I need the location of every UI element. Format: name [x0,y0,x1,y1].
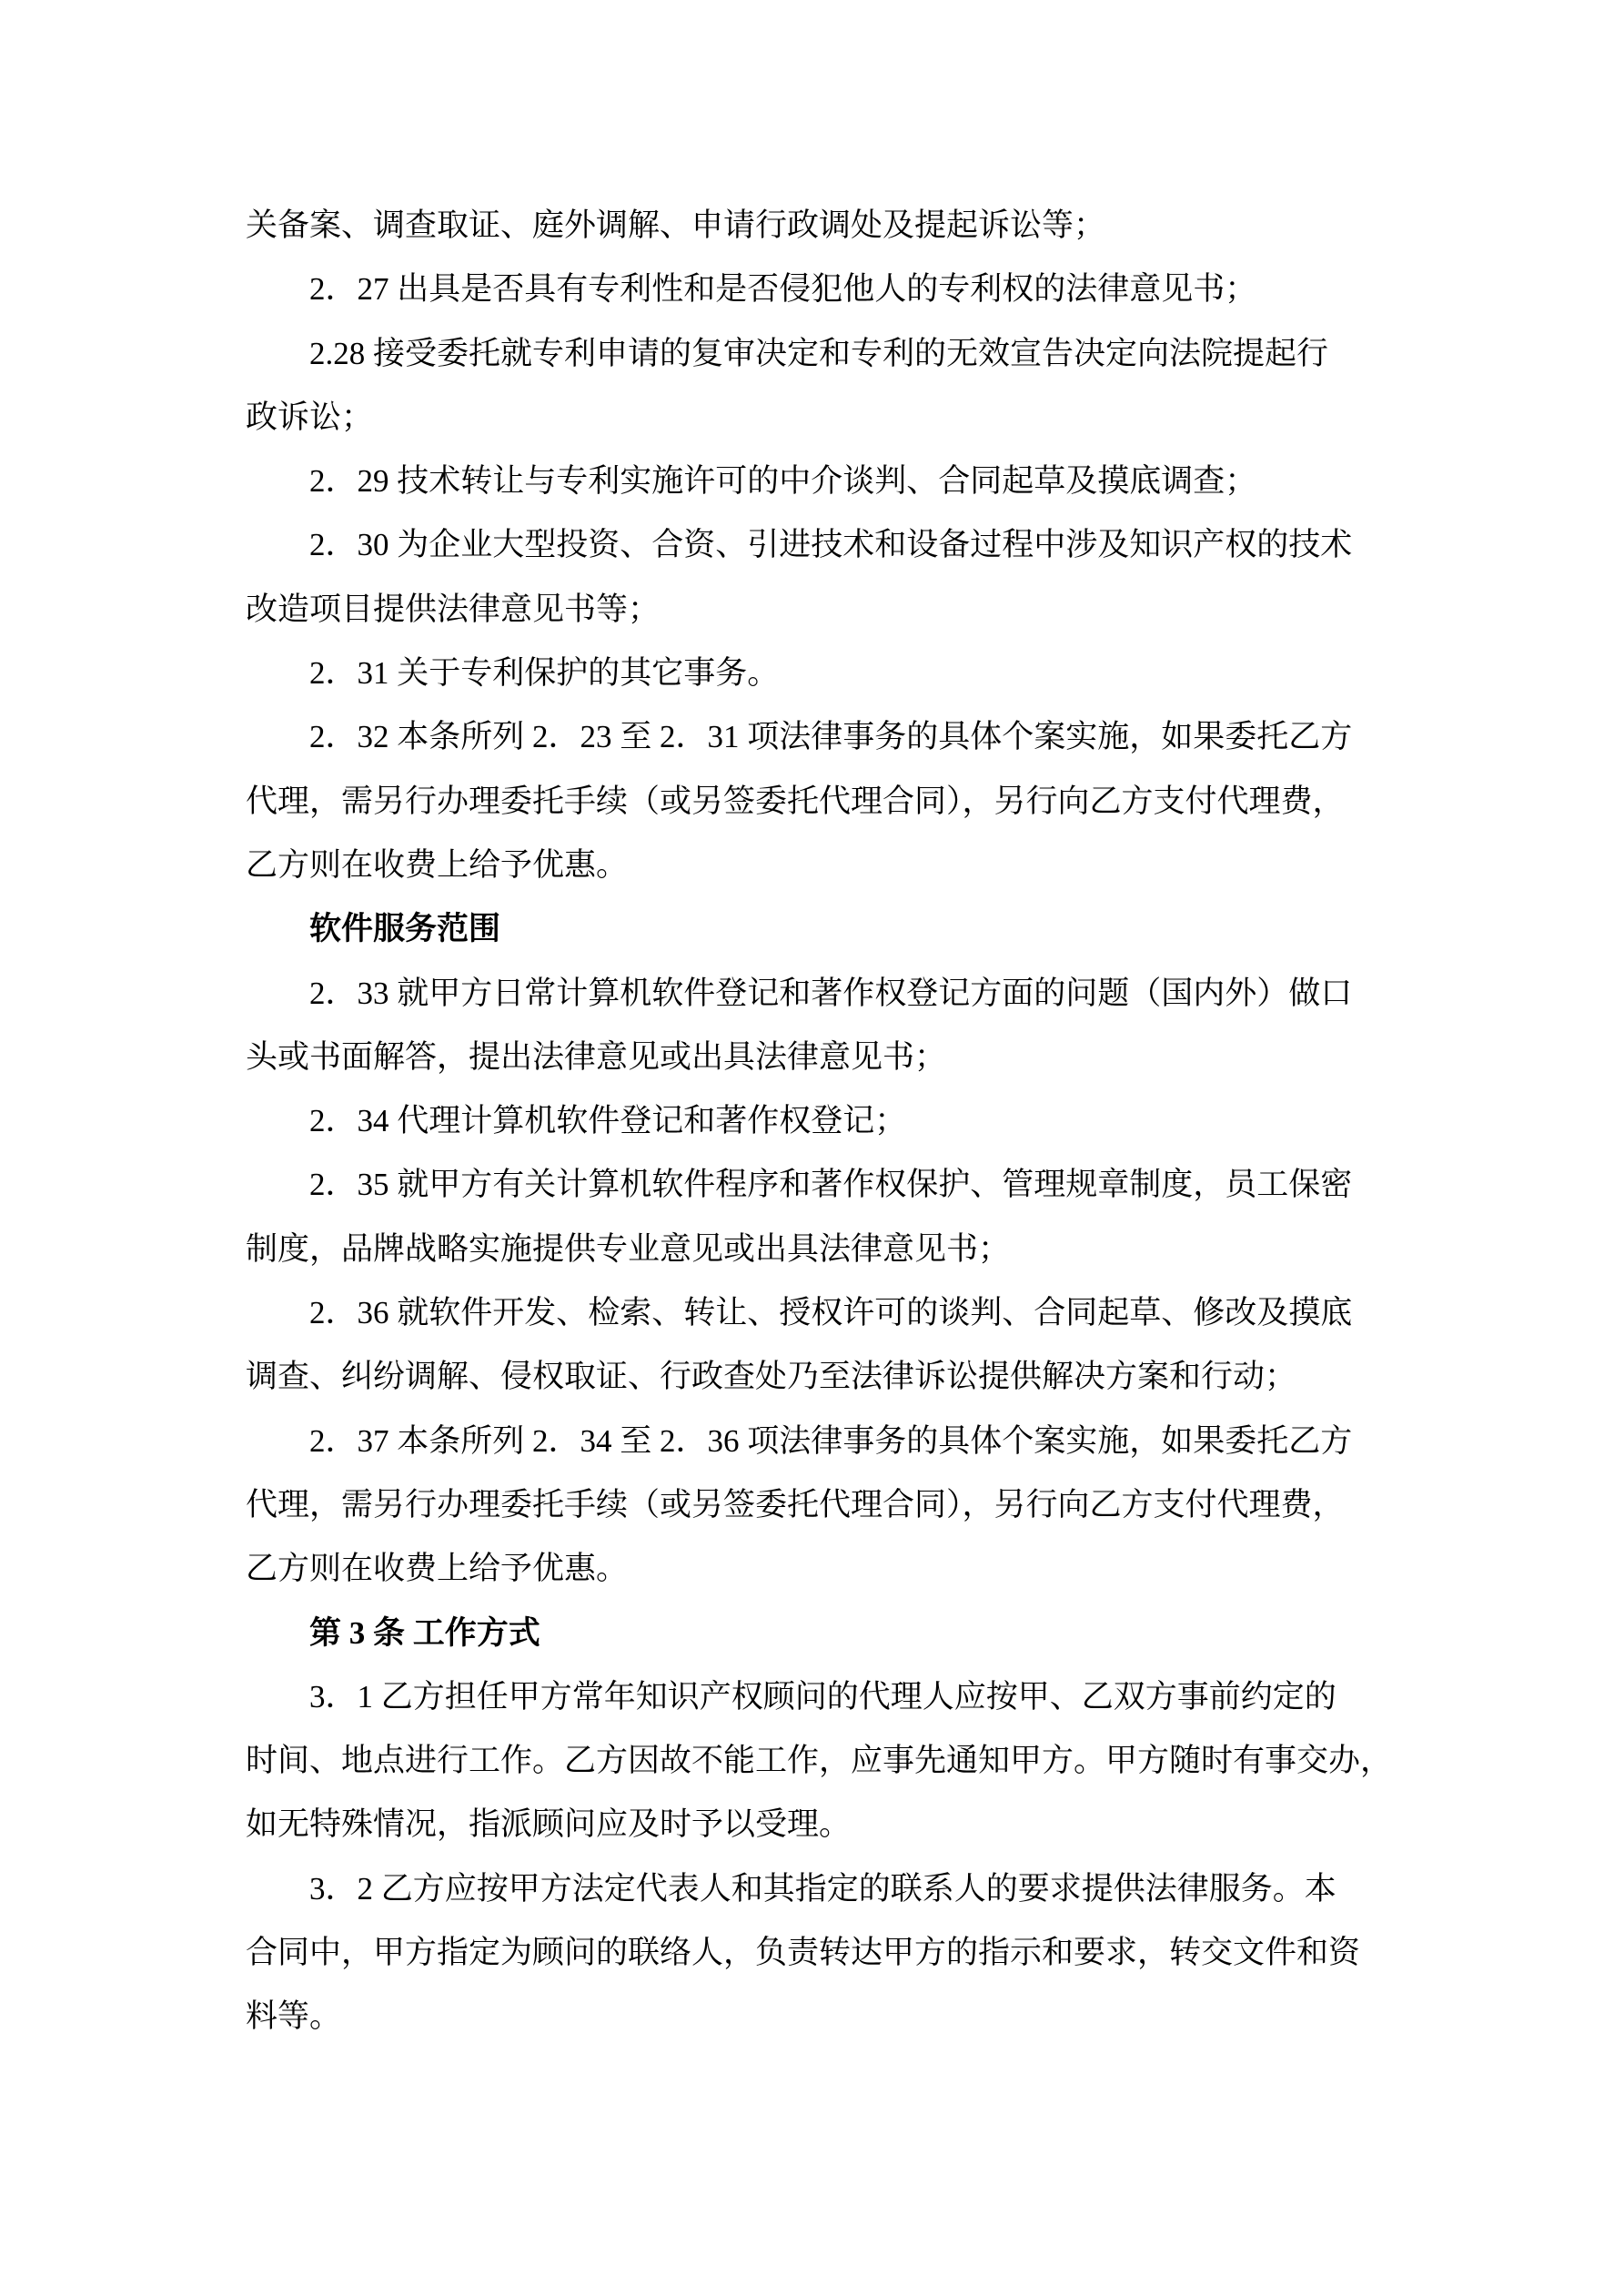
heading-line: 第 3 条 工作方式 [309,1614,540,1651]
text-line: 政诉讼； [246,399,374,435]
text-line: 调查、纠纷调解、侵权取证、行政查处乃至法律诉讼提供解决方案和行动； [246,1359,1297,1395]
text-line: 3．1 乙方担任甲方常年知识产权顾问的代理人应按甲、乙双方事前约定的 [309,1678,1337,1714]
text-line: 2．34 代理计算机软件登记和著作权登记； [309,1103,907,1139]
text-line: 2．29 技术转让与专利实施许可的中介谈判、合同起草及摸底调查； [309,463,1257,500]
text-line: 关备案、调查取证、庭外调解、申请行政调处及提起诉讼等； [246,207,1106,243]
text-line: 如无特殊情况，指派顾问应及时予以受理。 [246,1806,852,1843]
text-line: 代理，需另行办理委托手续（或另签委托代理合同），另行向乙方支付代理费， [246,783,1345,819]
text-line: 头或书面解答，提出法律意见或出具法律意见书； [246,1038,947,1075]
text-line: 2．36 就软件开发、检索、转让、授权许可的谈判、合同起草、修改及摸底 [309,1295,1353,1331]
heading-line: 软件服务范围 [309,911,501,947]
text-line: 制度，品牌战略实施提供专业意见或出具法律意见书； [246,1230,1011,1267]
text-line: 乙方则在收费上给予优惠。 [246,1551,629,1587]
text-line: 2．35 就甲方有关计算机软件程序和著作权保护、管理规章制度，员工保密 [309,1167,1353,1203]
text-line: 2．31 关于专利保护的其它事务。 [309,655,780,692]
text-line: 2．32 本条所列 2．23 至 2．31 项法律事务的具体个案实施，如果委托乙方 [309,719,1353,755]
text-line: 料等。 [246,1998,342,2035]
text-line: 3．2 乙方应按甲方法定代表人和其指定的联系人的要求提供法律服务。本 [309,1870,1337,1907]
text-line: 乙方则在收费上给予优惠。 [246,846,629,883]
text-line: 2.28 接受委托就专利申请的复审决定和专利的无效宣告决定向法院提起行 [309,335,1329,371]
contract-text-block [246,194,1428,2049]
text-line: 2．30 为企业大型投资、合资、引进技术和设备过程中涉及知识产权的技术 [309,527,1353,563]
text-line: 2．33 就甲方日常计算机软件登记和著作权登记方面的问题（国内外）做口 [309,975,1353,1011]
text-line: 合同中，甲方指定为顾问的联络人，负责转达甲方的指示和要求，转交文件和资 [246,1935,1361,1971]
text-line: 时间、地点进行工作。乙方因故不能工作，应事先通知甲方。甲方随时有事交办， [246,1743,1393,1779]
text-line: 改造项目提供法律意见书等； [246,591,661,627]
text-line: 代理，需另行办理委托手续（或另签委托代理合同），另行向乙方支付代理费， [246,1486,1345,1522]
text-line: 2．37 本条所列 2．34 至 2．36 项法律事务的具体个案实施，如果委托乙方 [309,1422,1353,1459]
text-line: 2．27 出具是否具有专利性和是否侵犯他人的专利权的法律意见书； [309,271,1257,308]
